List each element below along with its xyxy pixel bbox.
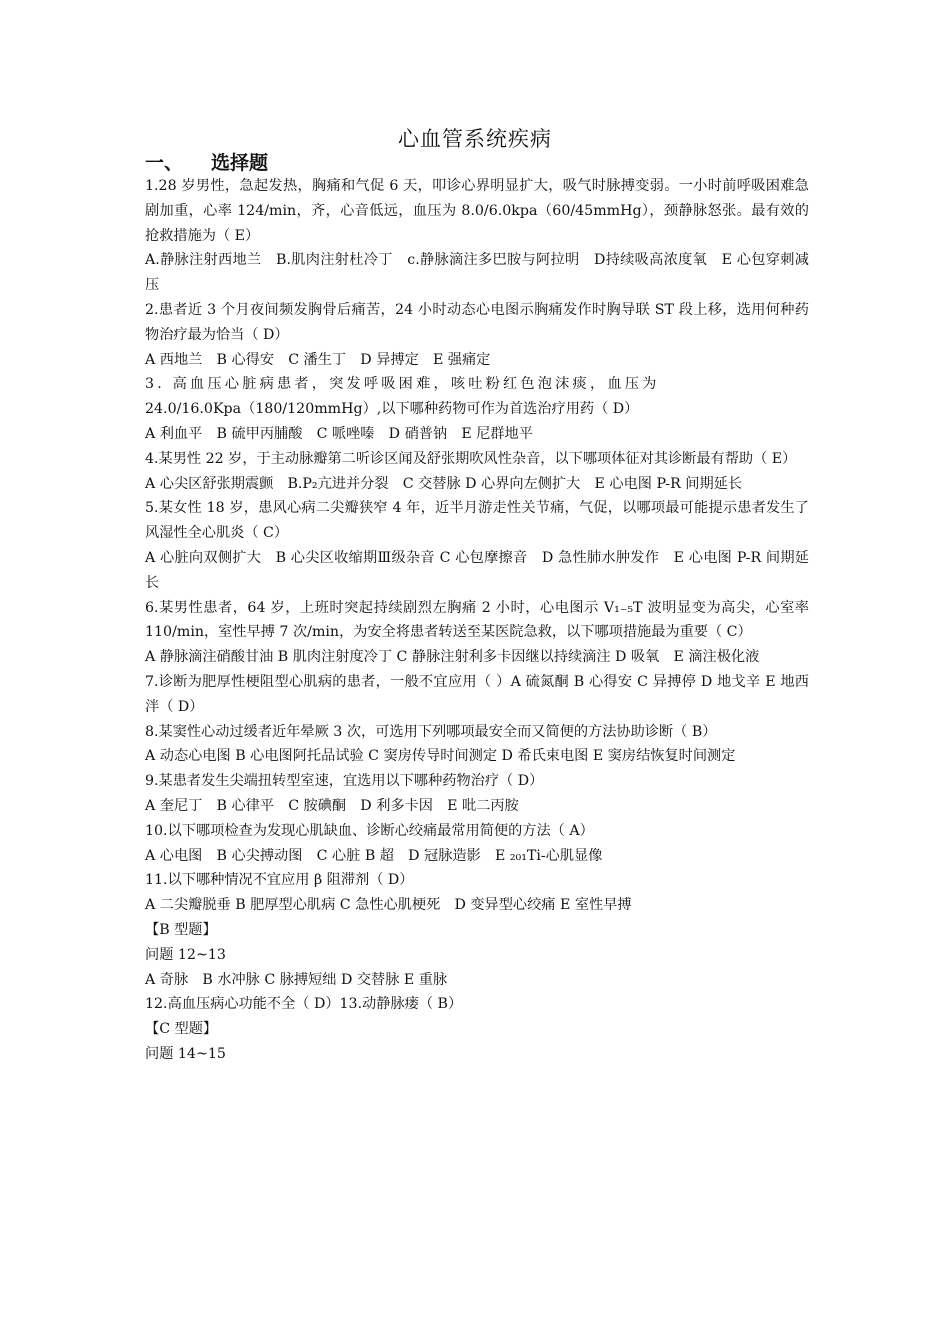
question-8-options: A 动态心电图 B 心电图阿托品试验 C 窦房传导时间测定 D 希氏束电图 E 窦房结恢复时间测定	[145, 748, 736, 765]
question-list	[145, 174, 809, 1067]
question-3-options: A 利血平 B 硫甲丙脯酸 C 哌唑嗪 D 硝普钠 E 尼群地平	[145, 425, 533, 442]
question-3-stem-cont: 24.0/16.0Kpa（180/120mmHg）,以下哪种药物可作为首选治疗用药（ D）	[145, 401, 639, 418]
question-8-stem: 8.某窦性心动过缓者近年晕厥 3 次，可选用下列哪项最安全而又简便的方法协助诊断（ B）	[145, 723, 717, 740]
question-7: 7.诊断为肥厚性梗阻型心肌病的患者，一般不宜应用（ ）A 硫氮酮 B 心得安 C 异搏停 D 地戈辛 E 地西泮（ D）	[145, 673, 809, 715]
question-2-stem: 2.患者近 3 个月夜间频发胸骨后痛苦，24 小时动态心电图示胸痛发作时胸导联 ST 段上移，选用何种药物治疗最为恰当（ D）	[145, 301, 809, 343]
question-5-stem: 5.某女性 18 岁，患风心病二尖瓣狭窄 4 年，近半月游走性关节痛，气促，以哪项最可能提示患者发生了风湿性全心肌炎（ C）	[145, 500, 809, 542]
question-4-options: A 心尖区舒张期震颤 B.P₂亢进并分裂 C 交替脉 D 心界向左侧扩大 E 心电图 P-R 间期延长	[145, 475, 743, 492]
page-title: 心血管系统疾病	[398, 127, 552, 151]
question-14-15-header: 问题 14~15	[145, 1045, 226, 1062]
question-1-options: A.静脉注射西地兰 B.肌肉注射杜冷丁 c.静脉滴注多巴胺与阿拉明 D持续吸高浓度氧 E 心包穿刺减压	[145, 252, 809, 294]
question-5-options: A 心脏向双侧扩大 B 心尖区收缩期Ⅲ级杂音 C 心包摩擦音 D 急性肺水肿发作 E 心电图 P-R 间期延长	[145, 549, 809, 591]
question-3-stem: 3. 高血压心脏病患者，突发呼吸困难，咳吐粉红色泡沫痰，血压为	[145, 376, 660, 393]
question-4-stem: 4.某男性 22 岁，于主动脉瓣第二听诊区闻及舒张期吹风性杂音，以下哪项体征对其诊断最有帮助（ E）	[145, 450, 797, 467]
section-title: 选择题	[211, 152, 269, 174]
b-type-heading: 【B 型题】	[145, 921, 217, 938]
question-9-options: A 奎尼丁 B 心律平 C 胺碘酮 D 利多卡因 E 吡二丙胺	[145, 797, 519, 814]
question-10-stem: 10.以下哪项检查为发现心肌缺血、诊断心绞痛最常用简便的方法（ A）	[145, 822, 594, 839]
section-heading	[145, 152, 268, 174]
question-11-stem: 11.以下哪种情况不宜应用 β 阻滞剂（ D）	[145, 872, 414, 889]
question-10-options: A 心电图 B 心尖搏动图 C 心脏 B 超 D 冠脉造影 E ₂₀₁Ti-心肌显像	[145, 847, 603, 864]
question-6-options: A 静脉滴注硝酸甘油 B 肌肉注射度冷丁 C 静脉注射利多卡因继以持续滴注 D 吸氧 E 滴注极化液	[145, 649, 760, 666]
question-2-options: A 西地兰 B 心得安 C 潘生丁 D 异搏定 E 强痛定	[145, 351, 491, 368]
section-number: 一、	[145, 152, 184, 174]
question-12-13-options: A 奇脉 B 水冲脉 C 脉搏短绌 D 交替脉 E 重脉	[145, 971, 448, 988]
question-1-stem: 1.28 岁男性，急起发热，胸痛和气促 6 天，叩诊心界明显扩大，吸气时脉搏变弱。一小时前呼吸困难急剧加重，心率 124/min，齐，心音低远，血压为 8.0/6.0kpa（60/45mmHg），颈静脉怒张。最有效的抢救措施为（ E）	[145, 178, 809, 244]
question-12-13-header: 问题 12~13	[145, 946, 226, 963]
question-11-options: A 二尖瓣脱垂 B 肥厚型心肌病 C 急性心肌梗死 D 变异型心绞痛 E 室性早搏	[145, 897, 632, 914]
question-6-stem: 6.某男性患者，64 岁，上班时突起持续剧烈左胸痛 2 小时，心电图示 V₁₋₅T 波明显变为高尖，心室率 110/min，室性早搏 7 次/min，为安全将患者转送至某医院急救，以下哪项措施最为重要（ C）	[145, 599, 809, 641]
c-type-heading: 【C 型题】	[145, 1021, 218, 1038]
question-12-13-items: 12.高血压病心功能不全（ D）13.动静脉瘘（ B）	[145, 996, 463, 1013]
question-9-stem: 9.某患者发生尖端扭转型室速，宜选用以下哪种药物治疗（ D）	[145, 773, 544, 790]
